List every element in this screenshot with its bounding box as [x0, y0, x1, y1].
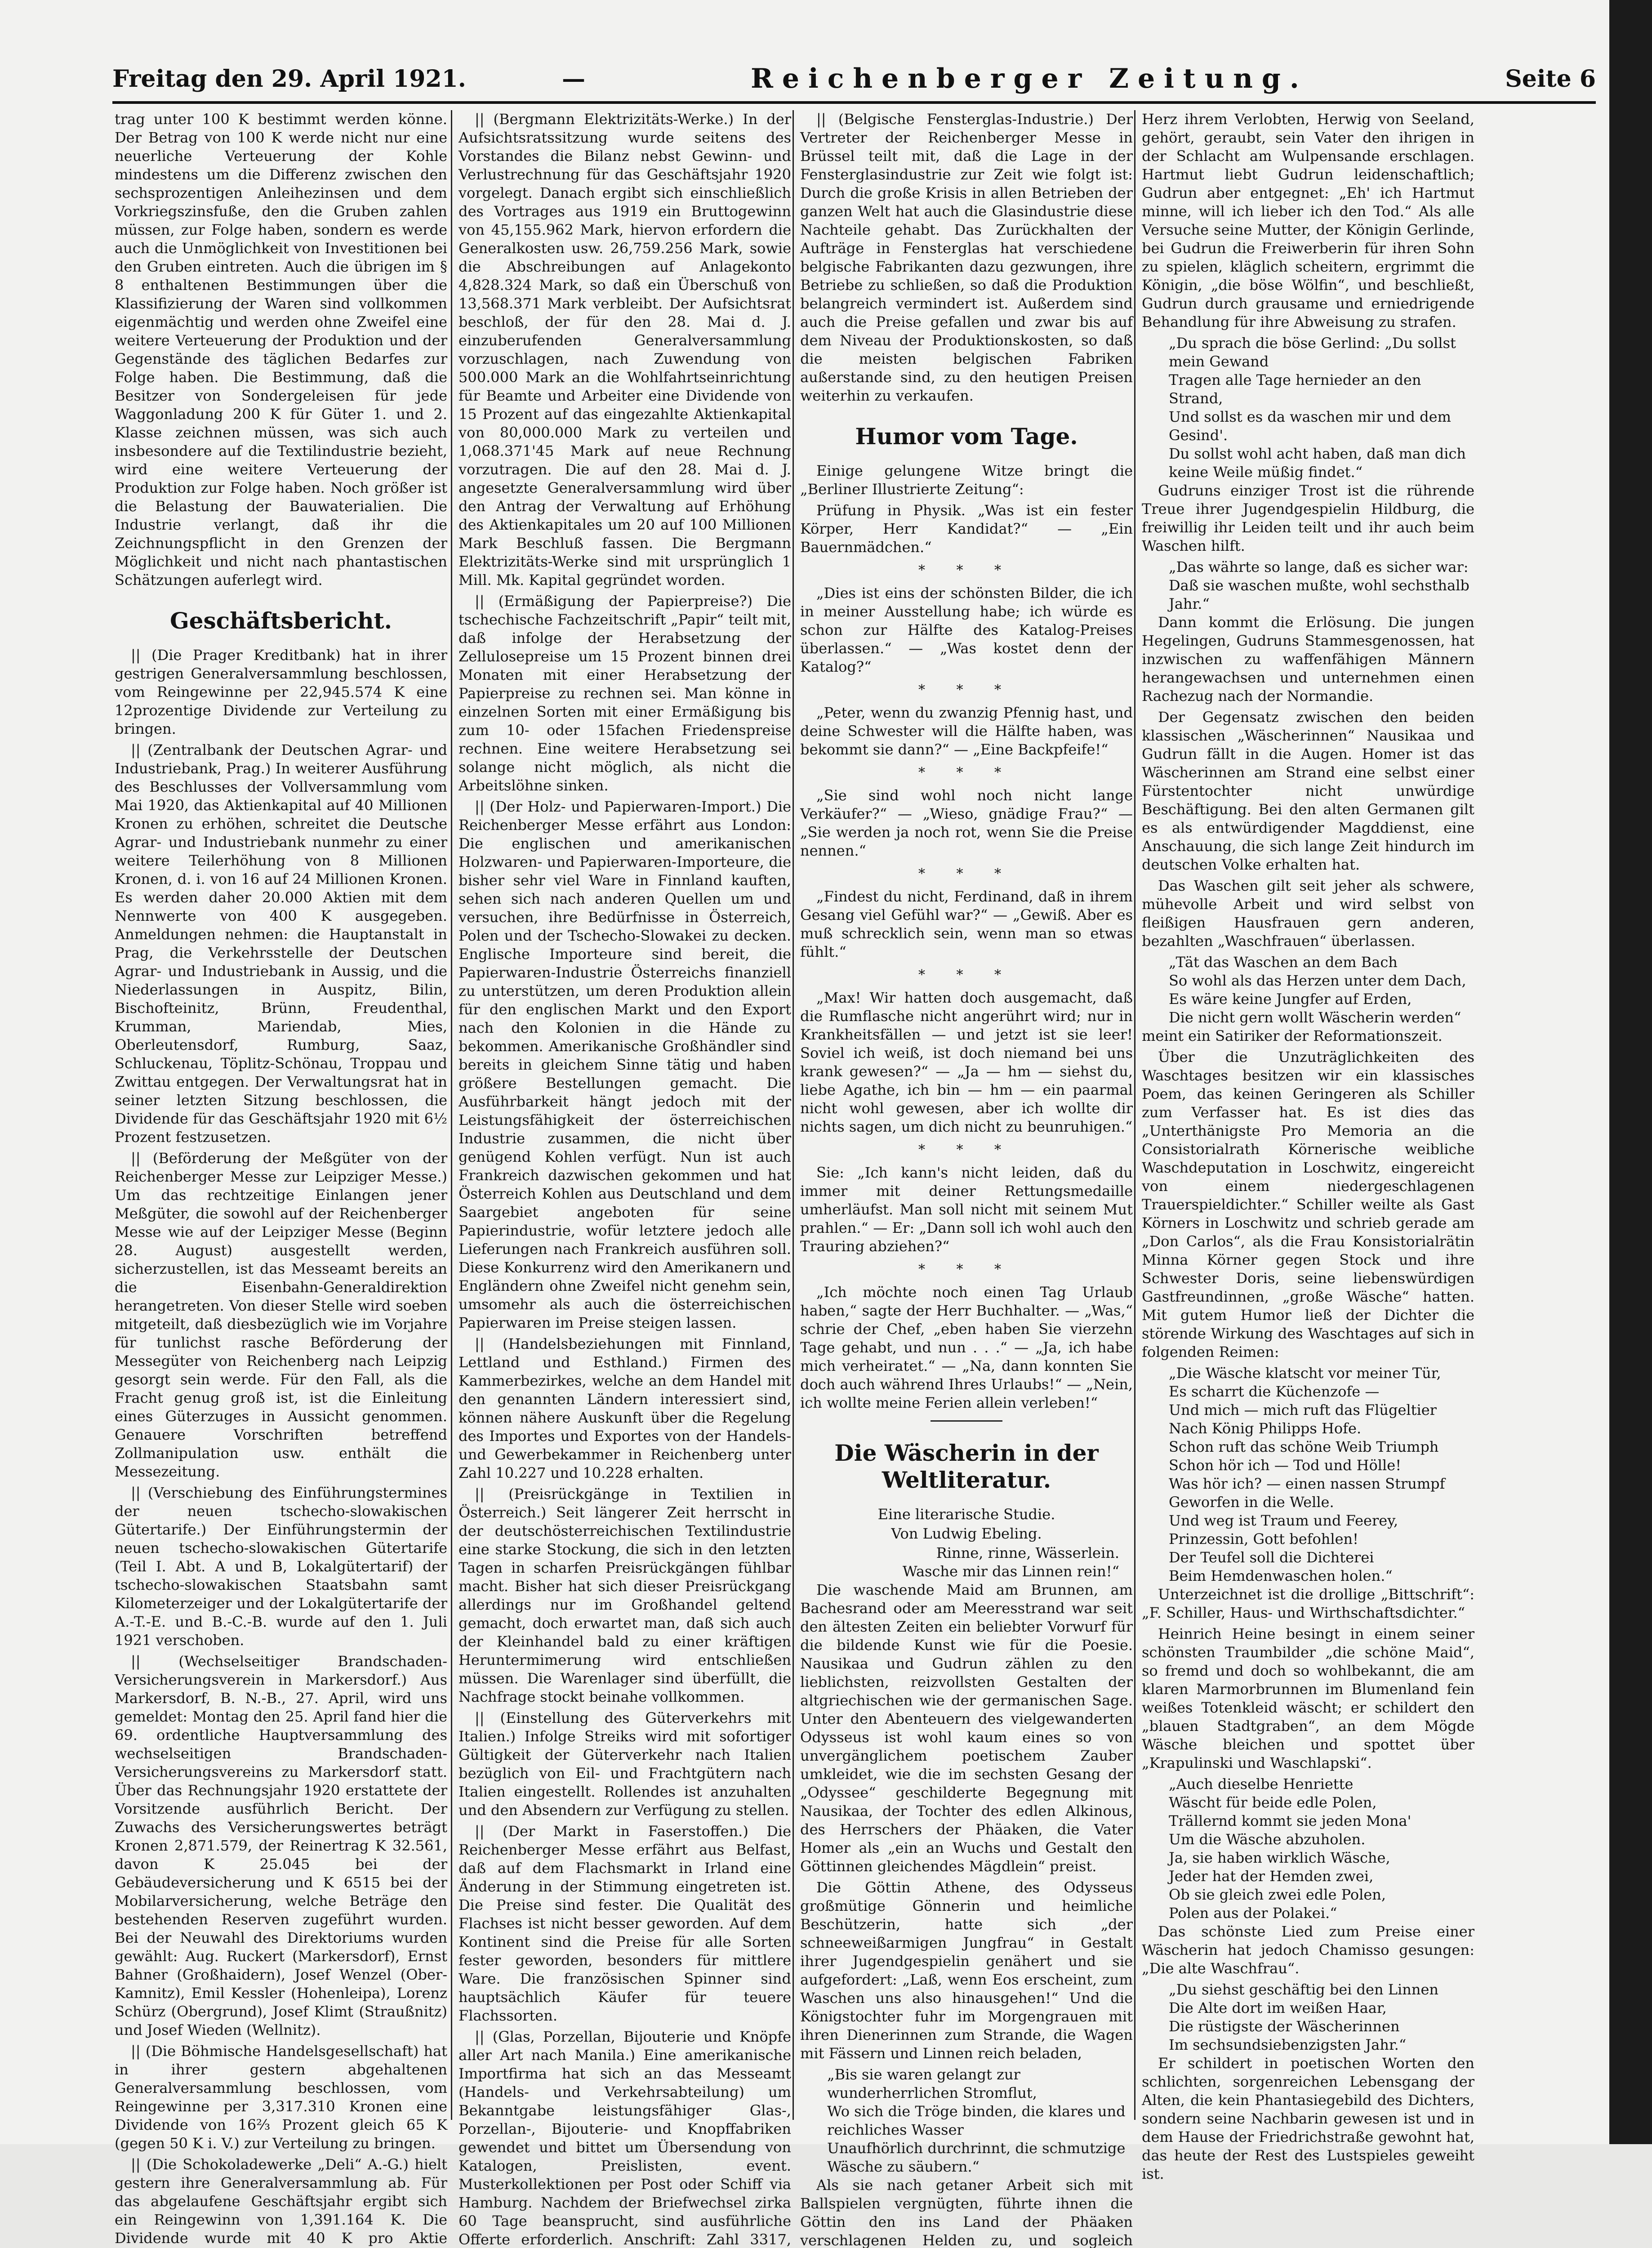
- column-divider: [1134, 110, 1135, 2120]
- verse-line: Und mich — mich ruft das Flügeltier: [1169, 1401, 1437, 1418]
- separator-stars: * * *: [918, 562, 1015, 578]
- joke: „Findest du nicht, Ferdinand, daß in ihrem Gesang viel Gefühl war?“ — „Gewiß. Aber es muß schrecklich sein, wenn man so etwas fühlt.“: [800, 888, 1133, 960]
- verse-line: Und sollst es da waschen mir und dem Gesind'.: [1169, 408, 1451, 444]
- joke: „Ich möchte noch einen Tag Urlaub haben,“ sagte der Herr Buchhalter. — „Was,“ schrie der Chef, „eben haben Sie vierzehn Tage gehabt, und nun . . .“ — „Ja, ich habe mich verheiratet.“ — „Na, dann konnten Sie doch auch während Ihres Urlaubs!“ — „Nein, ich wollte meine Ferien allein verleben!“: [800, 1284, 1133, 1411]
- motto-line: Rinne, rinne, Wässerlein.: [936, 1544, 1119, 1561]
- business-item: || (Verschiebung des Einführungstermines der neuen tschecho-slowakischen Gütertarife.) Der Einführungstermin der neuen tschecho-slowakischen Gütertarife (Teil I. Abt. A und B, Lokalgütertarif) der tschecho-slowakischen Staatsbahn samt Kilometerzeiger und der Lokalgütertarife der A.-T.-E. und B.-C.-B. wurde auf den 1. Juli 1921 verschoben.: [115, 1484, 447, 1649]
- column-divider: [451, 110, 452, 2120]
- business-item: || (Die Böhmische Handelsgesellschaft) hat in ihrer gestern abgehaltenen Generalversammlung beschlossen, vom Reingewinne per 3,317.310 Kronen eine Dividende von 16⅔ Prozent gleich 65 K (gegen 50 K i. V.) zur Verteilung zu bringen.: [115, 2043, 447, 2152]
- joke: „Sie sind wohl noch nicht lange Verkäufer?“ — „Wieso, gnädige Frau?“ — „Sie werden ja noch rot, wenn Sie die Preise nennen.“: [800, 787, 1133, 859]
- article-paragraph: Die waschende Maid am Brunnen, am Bachesrand oder am Meeresstrand war seit den ältesten Zeiten ein beliebter Vorwurf für die bildende Kunst wie für die Poesie. Nausikaa und Gudrun zählen zu den lieblichsten, reizvollsten Gestalten der altgriechischen wie der germanischen Sage. Unter den Abenteuern des vielgewanderten Odysseus ist wohl kaum eines so von unvergänglichem poetischem Zauber umkleidet, wie die im sechsten Gesang der „Odyssee“ geschilderte Begegnung mit Nausikaa, der Tochter des edlen Alkinous, des Herrschers der Phäaken, die Vater Homer als „ein an Wuchs und Gestalt den Göttinnen gleichendes Mägdlein“ preist.: [800, 1581, 1133, 1875]
- header-date: Freitag den 29. April 1921.: [112, 65, 466, 93]
- joke: Prüfung in Physik. „Was ist ein fester Körper, Herr Kandidat?“ — „Ein Bauernmädchen.“: [800, 502, 1133, 556]
- article-paragraph: Unterzeichnet ist die drollige „Bittschrift“: „F. Schiller, Haus- und Wirthschaftsdichter.“: [1142, 1586, 1474, 1621]
- header-rule: [112, 101, 1596, 104]
- section-rule: [931, 1420, 1002, 1422]
- verse-line: Geworfen in die Welle.: [1169, 1494, 1334, 1511]
- article-paragraph: Als sie nach getaner Arbeit sich mit Ballspielen vergnügten, führte ihnen die Göttin den ins Land der Phäaken verschlagenen Helden zu, und sogleich: [800, 2177, 1133, 2248]
- article-paragraph: Das schönste Lied zum Preise einer Wäscherin hat jedoch Chamisso gesungen: „Die alte Waschfrau“.: [1142, 1923, 1474, 1977]
- separator-stars: * * *: [918, 682, 1015, 698]
- business-item: || (Die Prager Kreditbank) hat in ihrer gestrigen Generalversammlung beschlossen, vom Reingewinne per 22,945.574 K eine 12prozentige Dividende zur Verteilung zu bringen.: [115, 647, 447, 737]
- verse-line: Die Alte dort im weißen Haar,: [1169, 1999, 1387, 2016]
- article-author: Von Ludwig Ebeling.: [891, 1525, 1042, 1542]
- verse-line: Im sechsundsiebenzigsten Jahr.“: [1169, 2036, 1407, 2053]
- separator-stars: * * *: [918, 765, 1015, 781]
- verse-line: Es scharrt die Küchenzofe —: [1169, 1383, 1380, 1400]
- business-item: || (Preisrückgänge in Textilien in Österreich.) Seit längerer Zeit herrscht in der deutschösterreichischen Textilindustrie eine starke Stockung, die sich in den letzten Tagen in scharfen Preisrückgängen fühlbar macht. Bisher hat sich dieser Preisrückgang allerdings nur im Großhandel geltend gemacht, doch erwartet man, daß sich auch der Kleinhandel bald zu einer kräftigen Heruntermimerung wird entschließen müssen. Die Warenlager sind überfüllt, die Nachfrage stockt beinahe vollkommen.: [459, 1485, 791, 1705]
- column-2: [459, 110, 791, 2248]
- joke: „Peter, wenn du zwanzig Pfennig hast, und deine Schwester will die Hälfte haben, was bekommt sie dann?“ — „Eine Backpfeife!“: [800, 704, 1133, 758]
- verse-line: Schon hör ich — Tod und Hölle!: [1169, 1457, 1402, 1474]
- business-item: || (Bergmann Elektrizitäts-Werke.) In der Aufsichtsratssitzung wurde seitens des Vorstandes die Bilanz nebst Gewinn- und Verlustrechnung für das Geschäftsjahr 1920 vorgelegt. Danach ergibt sich einschließlich des Vortrages aus 1919 ein Bruttogewinn von 45,155.962 Mark, hiervon erfordern die Generalkosten usw. 26,759.256 Mark, sowie die Abschreibungen auf Anlagekonto 4,828.324 Mark, so daß ein Überschuß von 13,568.371 Mark verbleibt. Der Aufsichtsrat beschloß, der für den 28. Mai d. J. einzuberufenden Generalversammlung vorzuschlagen, nach Zuwendung von 500.000 Mark an die Wohlfahrtseinrichtung für Beamte und Arbeiter eine Dividende von 15 Prozent auf das eingezahlte Aktienkapital von 80,000.000 Mark zu verteilen und 1,068.371'45 Mark auf neue Rechnung vorzutragen. Die auf den 28. Mai d. J. angesetzte Generalversammlung wird über den Antrag der Verwaltung auf Erhöhung des Aktienkapitales um 20 auf 100 Millionen Mark Beschluß fassen. Die Bergmann Elektrizitäts-Werke sind mit ursprünglich 1 Mill. Mk. Kapital gegründet worden.: [459, 111, 791, 589]
- verse-line: „Die Wäsche klatscht vor meiner Tür,: [1169, 1365, 1441, 1382]
- verse-line: Polen aus der Polakei.“: [1169, 1905, 1337, 1922]
- article-paragraph: Über die Unzuträglichkeiten des Waschtages besitzen wir ein klassisches Poem, das keinen Geringeren als Schiller zum Verfasser hat. Es ist dies das „Unterthänigste Pro Memoria an die Consistorialrath Körnerische weibliche Waschdeputation in Loschwitz, eingereicht von einem niedergeschlagenen Trauerspieldichter.“ Schiller weilte als Gast Körners in Loschwitz und schrieb gerade am „Don Carlos“, als die Frau Konsistorialrätin Minna Körner gegen Stock und ihre Schwester Doris, seine liebenswürdigen Gastfreundinnen, „große Wäsche“ hatten. Mit gutem Humor ließ der Dichter die störende Wirkung des Waschtages auf sich in folgenden Reimen:: [1142, 1048, 1474, 1360]
- verse-line: Jeder hat der Hemden zwei,: [1169, 1868, 1374, 1885]
- article-paragraph: Das Waschen gilt seit jeher als schwere, mühevolle Arbeit und wird selbst von fleißigen Hausfrauen gern anderen, bezahlten „Waschfrauen“ überlassen.: [1142, 877, 1474, 950]
- article-paragraph: Dann kommt die Erlösung. Die jungen Hegelingen, Gudruns Stammesgenossen, hat inzwischen zu waffenfähigen Männern herangewachsen und unternehmen einen Rachezug nach der Normandie.: [1142, 614, 1474, 705]
- article-paragraph: Er schildert in poetischen Worten den schlichten, sorgenreichen Lebensgang der Alten, die kein Phantasiegebild des Dichters, sondern seine Nachbarin gewesen ist und in dem Hause der Friedrichstraße gewohnt hat, das heute der Rest des Lustspieles geweiht ist.: [1142, 2055, 1474, 2182]
- article-paragraph: Gudruns einziger Trost ist die rührende Treue ihrer Jugendgespielin Hildburg, die freiwillig ihr Leiden teilt und ihr auch beim Waschen hilft.: [1142, 482, 1474, 554]
- article-paragraph: Die Göttin Athene, des Odysseus großmütige Gönnerin und heimliche Beschützerin, hatte sich „der schneeweißarmigen Jungfrau“ in Gestalt ihrer Jugendgespielin genähert und sie aufgefordert: „Laß, wenn Eos erscheint, zum Waschen uns also hinausgehen!“ Und die Königstochter fuhr im Morgengrauen mit ihren Dienerinnen zum Strande, die Wagen mit Fässern und Linnen reich beladen,: [800, 1879, 1133, 2062]
- column-3: [800, 110, 1133, 2248]
- verse-line: Schon ruft das schöne Weib Triumph: [1169, 1438, 1439, 1455]
- article-paragraph: meint ein Satiriker der Reformationszeit.: [1142, 1027, 1443, 1044]
- business-item: || (Wechselseitiger Brandschaden-Versicherungsverein in Markersdorf.) Aus Markersdorf, B. N.-B., 27. April, wird uns gemeldet: Montag den 25. April fand hier die 69. ordentliche Hauptversammlung des wechselseitigen Brandschaden-Versicherungsvereins zu Markersdorf statt. Über das Rechnungsjahr 1920 erstattete der Vorsitzende ausführlich Bericht. Der Zuwachs des Versicherungswertes beträgt Kronen 2,871.579, der Reinertrag K 32.561, davon K 25.045 bei der Gebäudeversicherung und K 6515 bei der Mobilarversicherung, welche Beträge den bestehenden Reserven zugeführt wurden. Bei der Neuwahl des Direktoriums wurden gewählt: Aug. Ruckert (Markersdorf), Ernst Bahner (Großhaidern), Josef Wenzel (Ober-Kamnitz), Emil Kessler (Hohenleipa), Lorenz Schürz (Obergrund), Josef Klimt (Straußnitz) und Josef Wieden (Wellnitz).: [115, 1653, 447, 2038]
- article-paragraph: Heinrich Heine besingt in einem seiner schönsten Traumbilder „die schöne Maid“, so fremd und doch so wohlbekannt, die am klaren Marmorbrunnen im Blumenland fein weißes Totenkleid wäscht; er schildert den „blauen Stadtgraben“, an dem Mögde Wäsche bleichen und spottet über „Krapulinski und Waschlapski“.: [1142, 1625, 1474, 1771]
- article-paragraph: trag unter 100 K bestimmt werden könne. Der Betrag von 100 K werde nicht nur eine neuerliche Verteuerung der Kohle mindestens um die Differenz zwischen den sechsprozentigen Anleihezinsen und dem Vorkriegszinsfuße, den die Gruben zahlen müssen, zur Folge haben, sondern es werde auch die Unmöglichkeit von Investitionen bei den Gruben eintreten. Auch die übrigen im § 8 enthaltenen Bestimmungen über die Klassifizierung der Waren sind vollkommen eigenmächtig und werden ohne Zweifel eine weitere Verteuerung der Produktion und der Gegenstände des täglichen Bedarfes zur Folge haben. Die Bestimmung, daß die Besitzer von Sondergeleisen für jede Waggonladung 200 K für Güter 1. und 2. Klasse zeichnen müssen, was sich auch insbesondere auf die Textilindustrie bezieht, wird eine weitere Verteuerung der Produktion zur Folge haben. Noch größer ist die Belastung der Bauwaterialien. Die Industrie verlangt, daß ihr die Zeichnungspflicht in den Grenzen der Möglichkeit und nicht nach phantastischen Schätzungen auferlegt wird.: [115, 111, 447, 589]
- verse-line: Wäscht für beide edle Polen,: [1169, 1794, 1377, 1811]
- verse-line: Du sollst wohl acht haben, daß man dich keine Weile müßig findet.“: [1169, 445, 1466, 481]
- article-subtitle: Eine literarische Studie.: [877, 1506, 1055, 1523]
- verse-line: „Das währte so lange, daß es sicher war:: [1169, 558, 1469, 575]
- motto-line: Wasche mir das Linnen rein!“: [902, 1563, 1119, 1580]
- verse-line: Es wäre keine Jungfer auf Erden,: [1169, 990, 1412, 1008]
- column-1: [115, 110, 447, 2247]
- separator-stars: * * *: [918, 967, 1015, 983]
- column-4: [1142, 110, 1474, 2182]
- separator-stars: * * *: [918, 1262, 1015, 1277]
- header-dash: —: [562, 65, 585, 93]
- verse-line: Ja, sie haben wirklich Wäsche,: [1169, 1849, 1390, 1866]
- page-number: Seite 6: [1505, 65, 1596, 93]
- humor-intro: Einige gelungene Witze bringt die „Berliner Illustrierte Zeitung“:: [800, 462, 1133, 498]
- business-item: || (Zentralbank der Deutschen Agrar- und Industriebank, Prag.) In weiterer Ausführung des Beschlusses der Vollversammlung vom Mai 1920, das Aktienkapital auf 40 Millionen Kronen zu erhöhen, schreitet die Deutsche Agrar- und Industriebank nunmehr zu einer weitere Teilerhöhung von 8 Millionen Kronen, d. i. von 16 auf 24 Millionen Kronen. Es werden daher 20.000 Aktien mit dem Nennwerte von 400 K ausgegeben. Anmeldungen nehmen: die Hauptanstalt in Prag, die Verkehrsstelle der Deutschen Agrar- und Industriebank in Aussig, und die Niederlassungen in Auspitz, Bilin, Bischofteinitz, Brünn, Freudenthal, Krumman, Mariendab, Mies, Oberleutensdorf, Rumburg, Saaz, Schluckenau, Töplitz-Schönau, Troppau und Zwittau entgegen. Der Verwaltungsrat hat in seiner letzten Sitzung beschlossen, die Dividende für das Geschäftsjahr 1920 mit 6½ Prozent festzusetzen.: [115, 741, 447, 1146]
- section-heading: Geschäftsbericht.: [169, 607, 392, 634]
- verse-line: Tragen alle Tage hernieder an den Strand,: [1169, 371, 1421, 407]
- joke: „Dies ist eins der schönsten Bilder, die ich in meiner Ausstellung habe; ich würde es schon zur Hälfte des Katalog-Preises überlassen.“ — „Was kostet denn der Katalog?“: [800, 584, 1133, 675]
- joke: Sie: „Ich kann's nicht leiden, daß du immer mit deiner Rettungsmedaille umherläufst. Man soll nicht mit seinem Mut prahlen.“ — Er: „Dann soll ich wohl auch den Trauring abziehen?“: [800, 1164, 1133, 1255]
- verse-line: So wohl als das Herzen unter dem Dach,: [1169, 972, 1466, 989]
- business-item: || (Beförderung der Meßgüter von der Reichenberger Messe zur Leipziger Messe.) Um das rechtzeitige Einlangen jener Meßgüter, die sowohl auf der Reichenberger Messe wie auf der Leipziger Messe (Beginn 28. August) ausgestellt werden, sicherzustellen, ist das Messeamt bereits an die Eisenbahn-Generaldirektion herangetreten. Von dieser Stelle wird soeben mitgeteilt, daß diesbezüglich wie im Vorjahre für tunlichst rasche Beförderung der Messegüter von Reichenberg nach Leipzig gesorgt sein werde. Für den Fall, als die Fracht genug groß ist, ist die Einleitung eines Güterzuges in Aussicht genommen. Genauere Vorschriften betreffend Zollmanipulation usw. enthält die Messezeitung.: [115, 1150, 447, 1480]
- verse-line: „Bis sie waren gelangt zur wunderherrlichen Stromflut,: [827, 2066, 1037, 2101]
- verse-line: „Auch dieselbe Henriette: [1169, 1775, 1354, 1793]
- business-item: || (Ermäßigung der Papierpreise?) Die tschechische Fachzeitschrift „Papir“ teilt mit, daß infolge der Herabsetzung der Zellulosepreise um 15 Prozent binnen drei Monaten mit einer Herabsetzung der Papierpreise zu rechnen sei. Man könne in einzelnen Sorten mit einer Ermäßigung bis zum 10- oder 15fachen Friedenspreise rechnen. Eine weitere Herabsetzung sei solange nicht möglich, als nicht die Arbeitslöhne sinken.: [459, 593, 791, 794]
- verse-line: Daß sie waschen mußte, wohl sechsthalb Jahr.“: [1169, 577, 1469, 612]
- newspaper-title: Reichenberger Zeitung.: [751, 63, 1308, 94]
- verse-line: Die nicht gern wollt Wäscherin werden“: [1169, 1009, 1461, 1026]
- verse-line: „Tät das Waschen an dem Bach: [1169, 954, 1398, 971]
- verse-line: Und weg ist Traum und Feerey,: [1169, 1512, 1398, 1529]
- separator-stars: * * *: [918, 1142, 1015, 1158]
- joke: „Max! Wir hatten doch ausgemacht, daß die Rumflasche nicht angerührt wird; nur in Krankheitsfällen — und jetzt ist sie leer! Soviel ich weiß, ist doch niemand bei uns krank gewesen?“ — „Ja — hm — siehst du, liebe Agathe, ich bin — hm — ein paarmal nicht wohl gewesen, aber ich wollte dir nichts sagen, um dich nicht zu beunruhigen.“: [800, 989, 1133, 1135]
- business-item: || (Belgische Fensterglas-Industrie.) Der Vertreter der Reichenberger Messe in Brüssel teilt mit, daß die Lage in der Fensterglasindustrie zur Zeit wie folgt ist: Durch die große Krisis in allen Betrieben der ganzen Welt hat auch die Glasindustrie diese Nachteile gehabt. Das Zurückhalten der Aufträge in Fensterglas hat verschiedene belgische Fabrikanten dazu gezwungen, ihre Betriebe zu schließen, so daß die Produktion belangreich vermindert ist. Außerdem sind auch die Preise gefallen und zwar bis auf dem Niveau der Produktionskosten, so daß die meisten belgischen Fabriken außerstande sind, zu den heutigen Preisen weiterhin zu verkaufen.: [800, 111, 1133, 404]
- verse-line: Was hör ich? — einen nassen Strumpf: [1169, 1475, 1445, 1492]
- verse-line: Trällernd kommt sie jeden Mona': [1169, 1812, 1412, 1829]
- page-header: [112, 63, 1596, 94]
- verse-line: Die rüstigste der Wäscherinnen: [1169, 2018, 1400, 2035]
- business-item: || (Glas, Porzellan, Bijouterie und Knöpfe aller Art nach Manila.) Eine amerikanische Importfirma hat sich an das Messeamt (Handels- und Verkehrsabteilung) um Bekanntgabe leistungsfähiger Glas-, Porzellan-, Bijouterie- und Knopffabriken gewendet und bittet um Übersendung von Katalogen, Preislisten, event. Musterkollektionen per Post oder Schiff via Hamburg. Nachdem der Briefwechsel zirka 60 Tage beansprucht, sind ausführliche Offerte erforderlich. Anschrift: Zahl 3317,: [459, 2028, 791, 2248]
- article-title: Die Wäscherin in der Weltliteratur.: [834, 1440, 1099, 1493]
- section-heading: Humor vom Tage.: [855, 423, 1078, 450]
- business-item: || (Die Schokoladewerke „Deli“ A.-G.) hielt gestern ihre Generalversammlung ab. Für das abgelaufene Geschäftsjahr ergibt sich ein Reingewinn von 1,391.164 K. Die Dividende wurde mit 40 K pro Aktie: [115, 2156, 447, 2247]
- verse-line: Nach König Philipps Hofe.: [1169, 1420, 1362, 1437]
- verse-line: „Du siehst geschäftig bei den Linnen: [1169, 1981, 1438, 1998]
- business-item: || (Einstellung des Güterverkehrs mit Italien.) Infolge Streiks wird mit sofortiger Gültigkeit der Güterverkehr nach Italien bezüglich von Eil- und Frachtgütern nach Italien eingestellt. Rollendes ist anzuhalten und den Absendern zur Verfügung zu stellen.: [459, 1709, 791, 1819]
- column-divider: [793, 110, 794, 2120]
- verse-line: Wo sich die Tröge binden, die klares und reichliches Wasser: [827, 2103, 1126, 2138]
- verse-line: Beim Hemdenwaschen holen.“: [1169, 1567, 1393, 1584]
- verse-line: Unaufhörlich durchrinnt, die schmutzige Wäsche zu säubern.“: [827, 2140, 1126, 2175]
- scan-border: [1609, 0, 1652, 2144]
- article-paragraph: Herz ihrem Verlobten, Herwig von Seeland, gehört, geraubt, sein Vater den ihrigen in der Schlacht am Wulpensande erschlagen. Hartmut liebt Gudrun leidenschaftlich; Gudrun aber entgegnet: „Eh' ich Hartmut minne, will ich lieber ich den Tod.“ Als alle Versuche seine Mutter, der Königin Gerlinde, bei Gudrun die Freiwerberin für ihren Sohn zu spielen, kläglich scheitern, ergrimmt die Königin, „die böse Wölfin“, und beschließt, Gudrun durch grausame und erniedrigende Behandlung für ihre Abweisung zu strafen.: [1142, 111, 1474, 330]
- business-item: || (Der Holz- und Papierwaren-Import.) Die Reichenberger Messe erfährt aus London: Die englischen und amerikanischen Holzwaren- und Papierwaren-Importeure, die bisher sehr viel Ware in Finnland kauften, sehen sich nach anderen Quellen um und versuchen, ihre Bedürfnisse in Österreich, Polen und der Tschecho-Slowakei zu decken. Englische Importeure sind bereit, die Papierwaren-Industrie Österreichs finanziell zu unterstützen, um deren Produktion allein für den englischen Markt und den Export nach den Kolonien in die Hände zu bekommen. Amerikanische Großhändler sind bereits in gleichem Sinne tätig und haben größere Bestellungen gemacht. Die Ausführbarkeit hängt jedoch mit der Leistungsfähigkeit der österreichischen Industrie zusammen, die nicht über genügend Kohlen verfügt. Nun ist auch Frankreich dazwischen gekommen und hat Österreich Kohlen aus Deutschland und dem Saargebiet angeboten für seine Papierindustrie, wofür letztere jedoch alle Lieferungen nach Frankreich ausführen soll. Diese Konkurrenz wird den Amerikanern und Engländern ohne Zweifel nicht genehm sein, umsomehr als auch die österreichischen Papierwaren im Preise steigen lassen.: [459, 798, 791, 1331]
- article-paragraph: Der Gegensatz zwischen den beiden klassischen „Wäscherinnen“ Nausikaa und Gudrun fällt in die Augen. Homer ist das Wäscherinnen am Strand eine selbst einer Fürstentochter nicht unwürdige Beschäftigung. Bei den alten Germanen gilt es als entwürdigender Magddienst, eine Anschauung, die sich lange Zeit hindurch im deutschen Volke erhalten hat.: [1142, 709, 1474, 873]
- verse-line: Um die Wäsche abzuholen.: [1169, 1831, 1366, 1848]
- separator-stars: * * *: [918, 866, 1015, 882]
- verse-line: „Du sprach die böse Gerlind: „Du sollst mein Gewand: [1169, 335, 1456, 370]
- business-item: || (Handelsbeziehungen mit Finnland, Lettland und Esthland.) Firmen des Kammerbezirkes, welche an dem Handel mit den genannten Ländern interessiert sind, können nähere Auskunft über die Regelung des Importes und Exportes von der Handels- und Gewerbekammer in Reichenberg unter Zahl 10.227 und 10.228 erhalten.: [459, 1335, 791, 1481]
- verse-line: Der Teufel soll die Dichterei: [1169, 1549, 1374, 1566]
- business-item: || (Der Markt in Faserstoffen.) Die Reichenberger Messe erfährt aus Belfast, daß auf dem Flachsmarkt in Irland eine Änderung in der Stimmung eingetreten ist. Die Preise sind fester. Die Qualität des Flachses ist nicht besser geworden. Auf dem Kontinent sind die Preise für alle Sorten fester geworden, besonders für mittlere Ware. Die französischen Spinner sind hauptsächlich Käufer für teuere Flachssorten.: [459, 1823, 791, 2024]
- verse-line: Ob sie gleich zwei edle Polen,: [1169, 1886, 1386, 1903]
- verse-line: Prinzessin, Gott befohlen!: [1169, 1530, 1358, 1548]
